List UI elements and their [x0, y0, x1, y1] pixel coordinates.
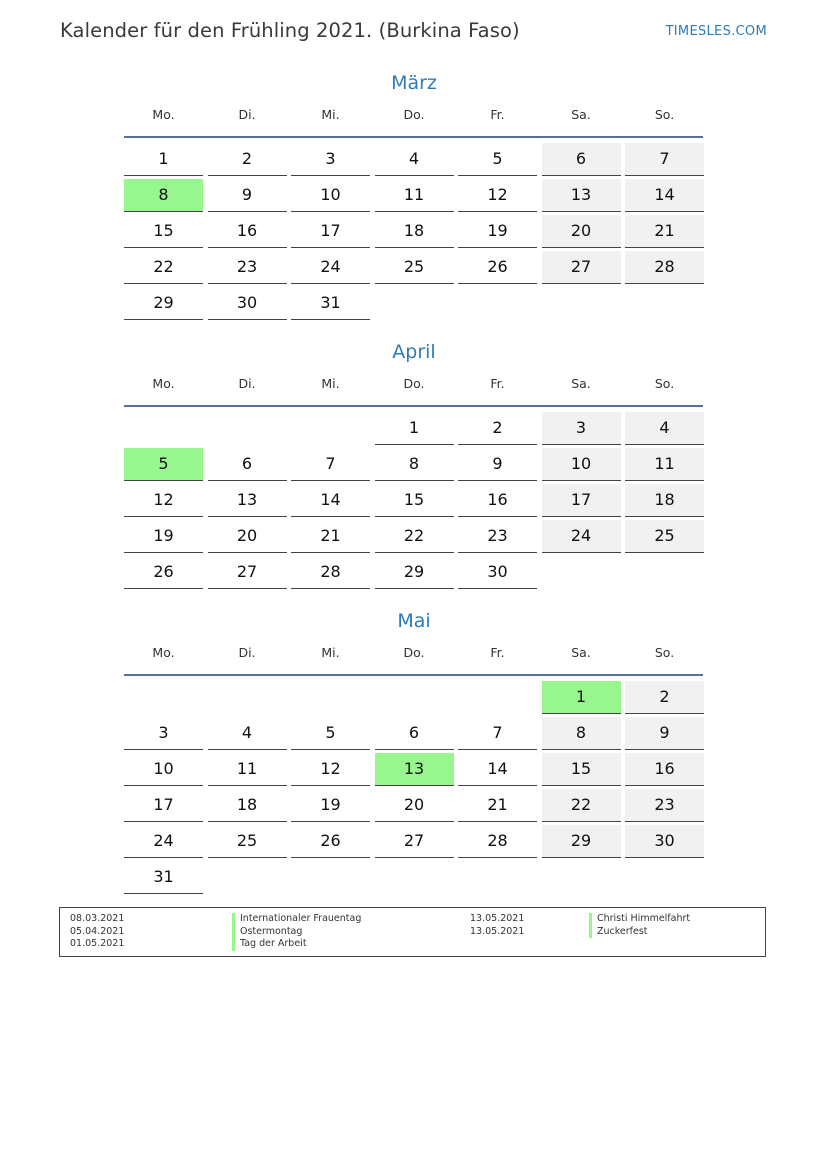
day-cell: 8: [542, 717, 621, 750]
day-cell: 13: [542, 179, 621, 212]
weekday-label: Di.: [238, 376, 256, 391]
day-cell: 23: [208, 251, 287, 284]
day-cell: 20: [542, 215, 621, 248]
day-cell: 8: [375, 448, 454, 481]
legend-date: 08.03.2021: [70, 913, 125, 924]
day-cell: 3: [542, 412, 621, 445]
empty-day-cell: [458, 287, 537, 320]
day-cell: 24: [124, 825, 203, 858]
empty-day-cell: [124, 412, 203, 445]
day-cell: 28: [291, 556, 370, 589]
empty-day-cell: [124, 681, 203, 714]
day-cell: 14: [625, 179, 704, 212]
legend-date: 13.05.2021: [470, 913, 525, 924]
day-cell: 24: [291, 251, 370, 284]
day-cell: 28: [458, 825, 537, 858]
week-row: [124, 287, 704, 320]
weekday-label: Fr.: [490, 107, 505, 122]
week-row: [124, 251, 704, 284]
legend-date: 05.04.2021: [70, 925, 125, 937]
weekday-label: Mi.: [321, 107, 340, 122]
day-cell: 6: [208, 448, 287, 481]
weekday-label: Mi.: [321, 376, 340, 391]
legend-date: 13.05.2021: [470, 925, 525, 937]
day-cell: 12: [291, 753, 370, 786]
weekday-label: Fr.: [490, 645, 505, 660]
day-cell: 31: [124, 861, 203, 894]
day-cell: 16: [208, 215, 287, 248]
week-row: [124, 681, 704, 714]
weekday-label: So.: [654, 376, 675, 391]
week-row: [124, 520, 704, 553]
weekday-label: So.: [654, 107, 675, 122]
day-cell: 17: [124, 789, 203, 822]
holiday-legend: [59, 907, 766, 957]
day-cell: 29: [124, 287, 203, 320]
header-divider: [124, 674, 703, 676]
week-row: [124, 412, 704, 445]
legend-names-left: [232, 913, 361, 951]
holiday-day-cell: 8: [124, 179, 203, 212]
day-cell: 3: [291, 143, 370, 176]
day-cell: 25: [375, 251, 454, 284]
week-row: [124, 753, 704, 786]
weekday-label: Mo.: [152, 107, 175, 122]
legend-names-right: [589, 913, 690, 938]
legend-holiday-name: Internationaler Frauentag: [232, 913, 361, 926]
empty-day-cell: [375, 861, 454, 894]
day-cell: 9: [458, 448, 537, 481]
week-row: [124, 143, 704, 176]
day-cell: 2: [625, 681, 704, 714]
week-row: [124, 825, 704, 858]
empty-day-cell: [375, 287, 454, 320]
day-cell: 27: [375, 825, 454, 858]
empty-day-cell: [542, 861, 621, 894]
day-cell: 7: [291, 448, 370, 481]
legend-holiday-name: Ostermontag: [232, 926, 361, 939]
day-cell: 27: [542, 251, 621, 284]
day-cell: 1: [124, 143, 203, 176]
empty-day-cell: [291, 412, 370, 445]
day-cell: 29: [542, 825, 621, 858]
week-row: [124, 789, 704, 822]
weekday-header: [124, 645, 704, 667]
week-row: [124, 448, 704, 481]
day-cell: 4: [208, 717, 287, 750]
empty-day-cell: [208, 412, 287, 445]
weekday-label: Sa.: [571, 107, 591, 122]
day-cell: 9: [208, 179, 287, 212]
day-cell: 4: [625, 412, 704, 445]
day-cell: 16: [625, 753, 704, 786]
day-cell: 26: [458, 251, 537, 284]
day-cell: 30: [458, 556, 537, 589]
weekday-header: [124, 107, 704, 129]
day-cell: 7: [625, 143, 704, 176]
day-cell: 26: [124, 556, 203, 589]
empty-day-cell: [542, 287, 621, 320]
month-block: [124, 338, 704, 592]
day-cell: 21: [625, 215, 704, 248]
week-row: [124, 215, 704, 248]
day-cell: 31: [291, 287, 370, 320]
day-cell: 16: [458, 484, 537, 517]
weekday-label: Sa.: [571, 376, 591, 391]
day-cell: 29: [375, 556, 454, 589]
day-cell: 20: [375, 789, 454, 822]
weekday-label: Mo.: [152, 645, 175, 660]
empty-day-cell: [291, 861, 370, 894]
day-cell: 24: [542, 520, 621, 553]
holiday-day-cell: 13: [375, 753, 454, 786]
day-grid: [124, 143, 704, 320]
weekday-label: So.: [654, 645, 675, 660]
day-cell: 11: [625, 448, 704, 481]
legend-date: 01.05.2021: [70, 938, 125, 950]
weekday-label: Mi.: [321, 645, 340, 660]
day-cell: 2: [458, 412, 537, 445]
empty-day-cell: [375, 681, 454, 714]
day-cell: 18: [208, 789, 287, 822]
legend-holiday-name: Tag der Arbeit: [232, 938, 361, 951]
empty-day-cell: [458, 861, 537, 894]
day-cell: 21: [458, 789, 537, 822]
day-cell: 19: [458, 215, 537, 248]
legend-dates-left: [70, 913, 124, 951]
empty-day-cell: [291, 681, 370, 714]
day-cell: 15: [124, 215, 203, 248]
header-divider: [124, 405, 703, 407]
day-cell: 15: [375, 484, 454, 517]
day-cell: 13: [208, 484, 287, 517]
day-cell: 10: [291, 179, 370, 212]
week-row: [124, 717, 704, 750]
day-cell: 18: [625, 484, 704, 517]
day-cell: 19: [291, 789, 370, 822]
day-cell: 7: [458, 717, 537, 750]
day-cell: 6: [375, 717, 454, 750]
day-cell: 10: [542, 448, 621, 481]
day-cell: 25: [625, 520, 704, 553]
day-cell: 1: [375, 412, 454, 445]
day-cell: 30: [208, 287, 287, 320]
empty-day-cell: [625, 556, 704, 589]
weekday-label: Di.: [238, 645, 256, 660]
day-cell: 27: [208, 556, 287, 589]
day-cell: 14: [291, 484, 370, 517]
empty-day-cell: [208, 681, 287, 714]
day-cell: 2: [208, 143, 287, 176]
weekday-label: Do.: [403, 376, 425, 391]
weekday-header: [124, 376, 704, 398]
legend-holiday-name: Zuckerfest: [589, 926, 690, 939]
weekday-label: Do.: [403, 107, 425, 122]
weekday-label: Sa.: [571, 645, 591, 660]
day-cell: 28: [625, 251, 704, 284]
weekday-label: Di.: [238, 107, 256, 122]
month-block: [124, 69, 704, 323]
day-cell: 3: [124, 717, 203, 750]
day-cell: 17: [542, 484, 621, 517]
day-grid: [124, 681, 704, 894]
day-cell: 11: [375, 179, 454, 212]
day-cell: 4: [375, 143, 454, 176]
month-block: [124, 607, 704, 897]
day-cell: 14: [458, 753, 537, 786]
week-row: [124, 179, 704, 212]
day-cell: 12: [458, 179, 537, 212]
empty-day-cell: [458, 681, 537, 714]
day-cell: 9: [625, 717, 704, 750]
day-cell: 22: [542, 789, 621, 822]
month-title: Mai: [397, 610, 431, 632]
day-cell: 22: [124, 251, 203, 284]
day-cell: 22: [375, 520, 454, 553]
day-cell: 19: [124, 520, 203, 553]
legend-holiday-name: Christi Himmelfahrt: [589, 913, 690, 926]
day-cell: 21: [291, 520, 370, 553]
brand-link[interactable]: TIMESLES.COM: [665, 24, 767, 39]
day-grid: [124, 412, 704, 589]
day-cell: 30: [625, 825, 704, 858]
day-cell: 26: [291, 825, 370, 858]
empty-day-cell: [625, 287, 704, 320]
day-cell: 12: [124, 484, 203, 517]
month-title: März: [391, 72, 437, 94]
day-cell: 5: [291, 717, 370, 750]
day-cell: 11: [208, 753, 287, 786]
week-row: [124, 861, 704, 894]
legend-dates-right: [470, 913, 524, 938]
week-row: [124, 556, 704, 589]
day-cell: 10: [124, 753, 203, 786]
week-row: [124, 484, 704, 517]
holiday-day-cell: 1: [542, 681, 621, 714]
day-cell: 15: [542, 753, 621, 786]
day-cell: 5: [458, 143, 537, 176]
page-title: Kalender für den Frühling 2021. (Burkina Faso): [60, 19, 520, 42]
day-cell: 23: [458, 520, 537, 553]
empty-day-cell: [625, 861, 704, 894]
weekday-label: Do.: [403, 645, 425, 660]
header-divider: [124, 136, 703, 138]
day-cell: 17: [291, 215, 370, 248]
day-cell: 25: [208, 825, 287, 858]
day-cell: 18: [375, 215, 454, 248]
weekday-label: Mo.: [152, 376, 175, 391]
holiday-day-cell: 5: [124, 448, 203, 481]
empty-day-cell: [542, 556, 621, 589]
day-cell: 6: [542, 143, 621, 176]
weekday-label: Fr.: [490, 376, 505, 391]
month-title: April: [392, 341, 436, 363]
day-cell: 20: [208, 520, 287, 553]
day-cell: 23: [625, 789, 704, 822]
empty-day-cell: [208, 861, 287, 894]
